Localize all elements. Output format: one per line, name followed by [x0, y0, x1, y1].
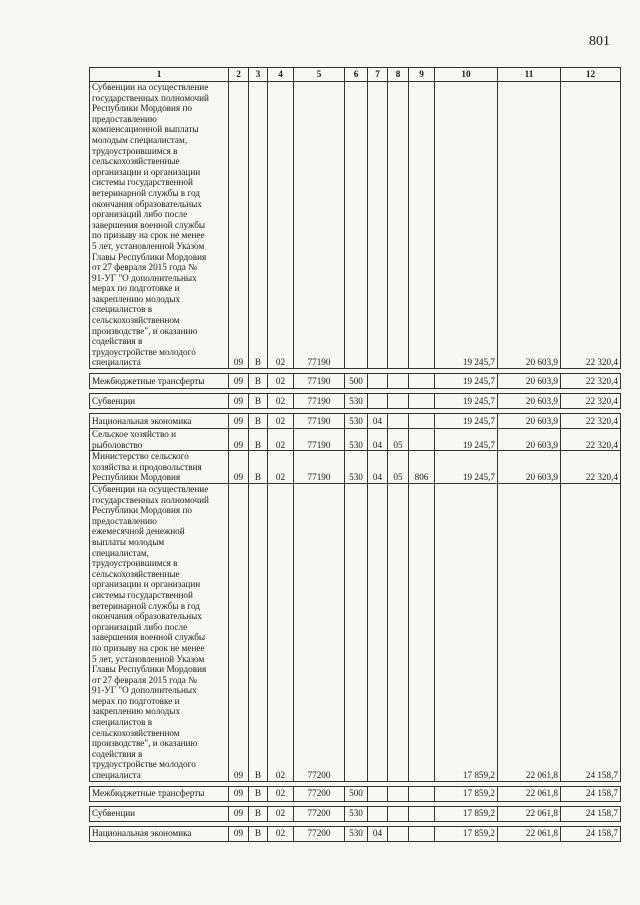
cell-c10: 17 859,2	[435, 786, 498, 801]
table-row	[90, 484, 621, 782]
row-name: Межбюджетные трансферты	[90, 786, 229, 801]
cell-c5: 77190	[294, 374, 345, 389]
row-name: Национальная экономика	[90, 826, 229, 841]
cell-c11: 20 603,9	[498, 82, 561, 369]
cell-c9	[409, 82, 435, 369]
cell-c6: 530	[345, 394, 368, 409]
cell-c2: 09	[229, 394, 249, 409]
cell-c9	[409, 394, 435, 409]
row-name: Субвенции	[90, 806, 229, 821]
cell-c3: В	[249, 826, 268, 841]
table-row	[90, 394, 621, 409]
header-cell: 9	[409, 68, 435, 82]
cell-c11: 22 061,8	[498, 826, 561, 841]
cell-c3: В	[249, 414, 268, 429]
cell-c9	[409, 414, 435, 429]
cell-c4: 02	[268, 806, 294, 821]
cell-c5: 77200	[294, 826, 345, 841]
header-cell: 3	[249, 68, 268, 82]
cell-c5: 77190	[294, 82, 345, 369]
cell-c6: 500	[345, 374, 368, 389]
cell-c6: 500	[345, 786, 368, 801]
cell-c10: 19 245,7	[435, 394, 498, 409]
cell-c9	[409, 429, 435, 451]
cell-c12: 24 158,7	[561, 484, 621, 782]
cell-c2: 09	[229, 429, 249, 451]
cell-c5: 77200	[294, 786, 345, 801]
header-cell: 10	[435, 68, 498, 82]
cell-c7	[368, 82, 388, 369]
cell-c4: 02	[268, 374, 294, 389]
cell-c10: 19 245,7	[435, 82, 498, 369]
cell-c11: 22 061,8	[498, 786, 561, 801]
cell-c10: 17 859,2	[435, 806, 498, 821]
row-name: Министерство сельского хозяйства и продовольствия Республики Мордовия	[90, 451, 229, 484]
cell-c11: 20 603,9	[498, 394, 561, 409]
cell-c6: 530	[345, 826, 368, 841]
cell-c6: 530	[345, 429, 368, 451]
cell-c10: 17 859,2	[435, 826, 498, 841]
cell-c6	[345, 82, 368, 369]
header-row	[90, 68, 621, 82]
cell-c3: В	[249, 82, 268, 369]
cell-c3: В	[249, 806, 268, 821]
cell-c4: 02	[268, 414, 294, 429]
cell-c8	[388, 374, 409, 389]
cell-c3: В	[249, 786, 268, 801]
cell-c12: 22 320,4	[561, 374, 621, 389]
cell-c9	[409, 484, 435, 782]
cell-c4: 02	[268, 451, 294, 484]
cell-c5: 77190	[294, 414, 345, 429]
header-cell: 6	[345, 68, 368, 82]
cell-c9: 806	[409, 451, 435, 484]
header-cell: 1	[90, 68, 229, 82]
cell-c7	[368, 394, 388, 409]
cell-c8	[388, 394, 409, 409]
cell-c4: 02	[268, 786, 294, 801]
cell-c8	[388, 806, 409, 821]
header-cell: 4	[268, 68, 294, 82]
cell-c8: 05	[388, 451, 409, 484]
cell-c12: 24 158,7	[561, 786, 621, 801]
cell-c2: 09	[229, 82, 249, 369]
cell-c7: 04	[368, 429, 388, 451]
cell-c8	[388, 82, 409, 369]
cell-c12: 24 158,7	[561, 826, 621, 841]
cell-c12: 22 320,4	[561, 451, 621, 484]
cell-c8: 05	[388, 429, 409, 451]
cell-c5: 77190	[294, 451, 345, 484]
cell-c6: 530	[345, 451, 368, 484]
cell-c8	[388, 826, 409, 841]
header-cell: 7	[368, 68, 388, 82]
cell-c4: 02	[268, 82, 294, 369]
cell-c10: 19 245,7	[435, 429, 498, 451]
cell-c4: 02	[268, 394, 294, 409]
table-row	[90, 374, 621, 389]
cell-c10: 19 245,7	[435, 374, 498, 389]
cell-c2: 09	[229, 374, 249, 389]
cell-c11: 22 061,8	[498, 484, 561, 782]
row-name: Сельское хозяйство и рыболовство	[90, 429, 229, 451]
cell-c4: 02	[268, 484, 294, 782]
cell-c11: 20 603,9	[498, 429, 561, 451]
cell-c12: 22 320,4	[561, 429, 621, 451]
table-row	[90, 451, 621, 484]
table-row	[90, 826, 621, 841]
header-cell: 12	[561, 68, 621, 82]
budget-table	[89, 67, 621, 842]
row-name: Национальная экономика	[90, 414, 229, 429]
page-number: 801	[589, 34, 610, 49]
cell-c2: 09	[229, 484, 249, 782]
cell-c10: 17 859,2	[435, 484, 498, 782]
cell-c3: В	[249, 429, 268, 451]
row-name: Межбюджетные трансферты	[90, 374, 229, 389]
cell-c4: 02	[268, 429, 294, 451]
cell-c12: 22 320,4	[561, 82, 621, 369]
cell-c2: 09	[229, 414, 249, 429]
cell-c6	[345, 484, 368, 782]
row-name: Субвенции на осуществление государственных полномочий Республики Мордовия по предоставлению ежемесячной денежной выплаты молодым специалистам, трудоустроившимся в сельскохозяйственные организации и организации системы государственной ветеринарной службы в год окончания образовательных организаций либо после завершения военной службы по призыву на срок не менее 5 лет, установленной Указом Главы Республики Мордовия от 27 февраля 2015 года № 91-УГ "О дополнительных мерах по подготовке и закреплению молодых специалистов в сельскохозяйственном производстве", и оказанию содействия в трудоустройстве молодого специалиста	[90, 484, 229, 782]
cell-c2: 09	[229, 451, 249, 484]
table-row	[90, 806, 621, 821]
cell-c5: 77200	[294, 484, 345, 782]
cell-c11: 20 603,9	[498, 374, 561, 389]
cell-c11: 22 061,8	[498, 806, 561, 821]
cell-c3: В	[249, 394, 268, 409]
cell-c2: 09	[229, 826, 249, 841]
table-row	[90, 414, 621, 429]
cell-c8	[388, 484, 409, 782]
cell-c8	[388, 414, 409, 429]
cell-c8	[388, 786, 409, 801]
cell-c7	[368, 806, 388, 821]
cell-c9	[409, 374, 435, 389]
cell-c9	[409, 826, 435, 841]
cell-c9	[409, 806, 435, 821]
row-name: Субвенции	[90, 394, 229, 409]
header-cell: 11	[498, 68, 561, 82]
cell-c7: 04	[368, 414, 388, 429]
header-cell: 8	[388, 68, 409, 82]
cell-c3: В	[249, 451, 268, 484]
cell-c7: 04	[368, 826, 388, 841]
cell-c3: В	[249, 484, 268, 782]
table-row	[90, 786, 621, 801]
cell-c10: 19 245,7	[435, 414, 498, 429]
cell-c12: 22 320,4	[561, 414, 621, 429]
header-cell: 5	[294, 68, 345, 82]
cell-c4: 02	[268, 826, 294, 841]
header-cell: 2	[229, 68, 249, 82]
cell-c7	[368, 374, 388, 389]
cell-c6: 530	[345, 806, 368, 821]
cell-c2: 09	[229, 806, 249, 821]
table-row	[90, 429, 621, 451]
cell-c11: 20 603,9	[498, 451, 561, 484]
cell-c7	[368, 786, 388, 801]
cell-c11: 20 603,9	[498, 414, 561, 429]
cell-c12: 22 320,4	[561, 394, 621, 409]
cell-c9	[409, 786, 435, 801]
cell-c10: 19 245,7	[435, 451, 498, 484]
table-row	[90, 82, 621, 369]
cell-c12: 24 158,7	[561, 806, 621, 821]
cell-c3: В	[249, 374, 268, 389]
cell-c5: 77190	[294, 394, 345, 409]
cell-c5: 77200	[294, 806, 345, 821]
cell-c2: 09	[229, 786, 249, 801]
cell-c6: 530	[345, 414, 368, 429]
cell-c5: 77190	[294, 429, 345, 451]
cell-c7: 04	[368, 451, 388, 484]
cell-c7	[368, 484, 388, 782]
row-name: Субвенции на осуществление государственных полномочий Республики Мордовия по предоставлению компенсационной выплаты молодым специалистам, трудоустроившимся в сельскохозяйственные организации и организации системы государственной ветеринарной службы в год окончания образовательных организаций либо после завершения военной службы по призыву на срок не менее 5 лет, установленной Указом Главы Республики Мордовия от 27 февраля 2015 года № 91-УГ "О дополнительных мерах по подготовке и закреплению молодых специалистов в сельскохозяйственном производстве", и оказанию содействия в трудоустройстве молодого специалиста	[90, 82, 229, 369]
